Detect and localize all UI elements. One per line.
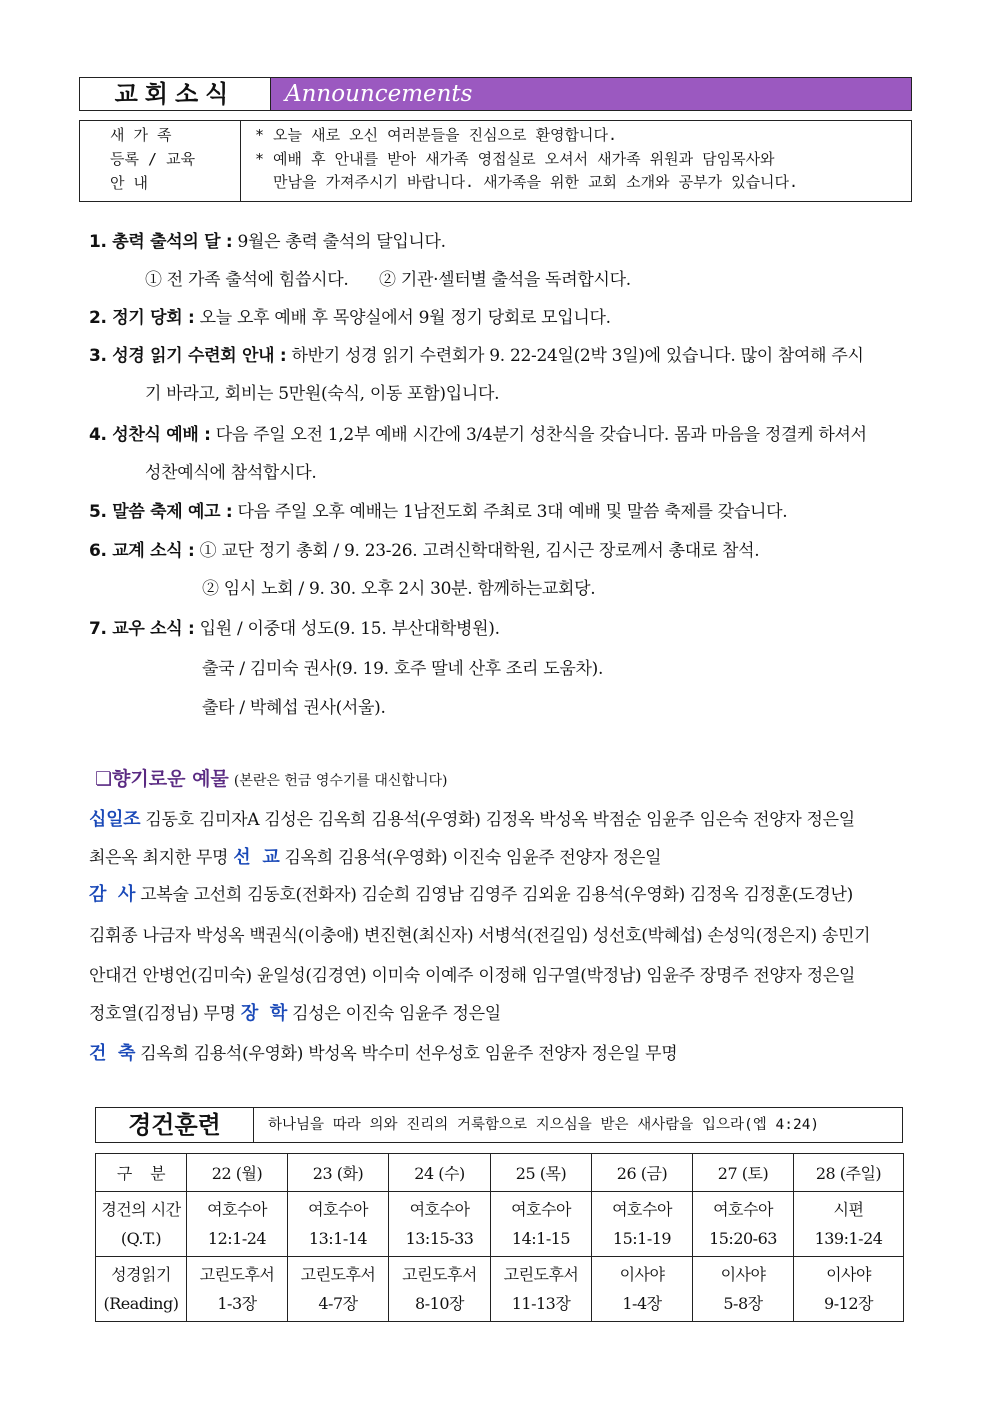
- offering-note: (본란은 헌금 영수기를 대신합니다): [233, 773, 448, 789]
- offering-names: 고복술 고선희 김동호(전화자) 김순희 김영남 김영주 김외윤 김용석(우영화) 김정옥 김정훈(도경난): [140, 885, 853, 905]
- cell-range: 15:20-63: [709, 1229, 777, 1248]
- row-label: 경건의 시간: [101, 1200, 181, 1219]
- cell-book: 이사야: [720, 1265, 766, 1284]
- offering-names: 김휘종 나금자 박성옥 백권식(이충애) 변진현(최신자) 서병석(전길임) 성선호(박혜섭) 손성익(정은지) 송민기: [89, 926, 871, 946]
- cell-range: 5-8장: [723, 1294, 763, 1313]
- announcement-text: 출국 / 김미숙 권사(9. 19. 호주 딸네 산후 조리 도움차).: [202, 659, 604, 679]
- offering-header: [95, 764, 448, 791]
- announcement-label: 5. 말씀 축제 예고 :: [89, 502, 233, 522]
- row-label-sub: (Reading): [103, 1294, 179, 1313]
- offering-line: [89, 921, 870, 946]
- offering-category: 선 교: [233, 847, 280, 868]
- newcomer-line: * 오늘 새로 오신 여러분들을 진심으로 환영합니다.: [255, 126, 618, 144]
- table-row: [96, 1192, 904, 1257]
- cell-book: 여호수아: [207, 1200, 267, 1219]
- offering-line: [89, 843, 661, 869]
- table-cell: [592, 1192, 693, 1257]
- announcement-text: ① 교단 정기 총회 / 9. 23-26. 고려신학대학원, 김시근 장로께서 총대로 참석.: [194, 541, 760, 561]
- announcement-text: 기 바라고, 회비는 5만원(숙식, 이동 포함)입니다.: [145, 384, 500, 404]
- table-cell: [389, 1192, 491, 1257]
- offering-names: 김옥희 김용석(우영화) 박성옥 박수미 선우성호 임윤주 전양자 정은일 무명: [140, 1044, 678, 1064]
- table-header-row: [96, 1154, 904, 1192]
- cell-book: 여호수아: [612, 1200, 672, 1219]
- announcement-text: ① 전 가족 출석에 힘씁시다. ② 기관·셀터별 출석을 독려합시다.: [145, 270, 631, 290]
- offering-names: 김성은 이진숙 임윤주 정은일: [292, 1004, 501, 1024]
- newcomer-label: 새 가 족: [110, 126, 172, 144]
- cell-book: 시편: [833, 1200, 864, 1219]
- offering-names: 김동호 김미자A 김성은 김옥희 김용석(우영화) 김정옥 박성옥 박점순 임윤주 임은숙 전양자 정은일: [145, 810, 855, 830]
- table-header-cell: 27 (토): [693, 1154, 794, 1192]
- announcement-text: 출타 / 박혜섭 권사(서울).: [202, 698, 386, 718]
- table-cell: [288, 1257, 389, 1322]
- cell-range: 1-3장: [217, 1294, 257, 1313]
- table-header-cell: 구 분: [96, 1154, 187, 1192]
- table-cell: [794, 1257, 904, 1322]
- newcomer-line: * 예배 후 안내를 받아 새가족 영접실로 오셔서 새가족 위원과 담임목사와: [255, 149, 775, 168]
- table-cell: [794, 1192, 904, 1257]
- row-label-sub: (Q.T.): [120, 1229, 162, 1248]
- offering-line: [89, 880, 853, 906]
- table-cell: [187, 1192, 288, 1257]
- cell-book: 여호수아: [409, 1200, 470, 1219]
- table-header-cell: 28 (주일): [794, 1154, 904, 1192]
- cell-range: 139:1-24: [814, 1229, 883, 1248]
- table-header-cell: 26 (금): [592, 1154, 693, 1192]
- offering-names: 김옥희 김용석(우영화) 이진숙 임윤주 전양자 정은일: [284, 848, 662, 868]
- header-title-ko: 교회소식: [80, 78, 270, 110]
- table-cell: [592, 1257, 693, 1322]
- announcement-label: 7. 교우 소식 :: [89, 619, 195, 639]
- announcement-label: 3. 성경 읽기 수련회 안내 :: [89, 346, 287, 366]
- cell-book: 고린도후서: [402, 1265, 477, 1284]
- cell-range: 4-7장: [318, 1294, 358, 1313]
- offering-line: [89, 1039, 677, 1065]
- offering-title: ❏향기로운 예물: [95, 768, 229, 790]
- cell-book: 이사야: [826, 1265, 871, 1284]
- table-header-cell: 25 (목): [491, 1154, 592, 1192]
- announcement-item: [89, 536, 759, 561]
- table-cell: [491, 1257, 592, 1322]
- cell-book: 고린도후서: [300, 1265, 376, 1284]
- cell-book: 고린도후서: [503, 1265, 579, 1284]
- cell-range: 9-12장: [824, 1294, 873, 1313]
- announcement-text: 다음 주일 오전 1,2부 예배 시간에 3/4분기 성찬식을 갖습니다. 몸과 마음을 정결케 하셔서: [210, 425, 867, 445]
- announcement-label: 2. 정기 당회 :: [89, 308, 195, 328]
- table-cell: [187, 1257, 288, 1322]
- cell-book: 이사야: [619, 1265, 665, 1284]
- cell-range: 13:15-33: [405, 1229, 474, 1248]
- announcement-text: 하반기 성경 읽기 수련회가 9. 22-24일(2박 3일)에 있습니다. 많이 참여해 주시: [286, 346, 864, 366]
- offering-category: 감 사: [89, 884, 136, 905]
- newcomer-line: 만남을 가져주시기 바랍니다. 새가족을 위한 교회 소개와 공부가 있습니다.: [255, 173, 799, 191]
- offering-category: 장 학: [240, 1003, 287, 1024]
- cell-book: 여호수아: [713, 1200, 773, 1219]
- newcomer-label: 등록 / 교육: [110, 150, 196, 168]
- announcement-item: [89, 341, 864, 366]
- offering-names: 최은옥 최지한 무명: [89, 848, 229, 868]
- cell-range: 13:1-14: [308, 1229, 368, 1248]
- cell-book: 여호수아: [308, 1200, 368, 1219]
- row-label-cell: [96, 1192, 187, 1257]
- training-title: 경건훈련: [96, 1108, 254, 1142]
- offering-line: [89, 999, 501, 1025]
- table-cell: [389, 1257, 491, 1322]
- announcement-item: [89, 420, 867, 445]
- cell-range: 8-10장: [415, 1294, 464, 1313]
- announcement-text: 입원 / 이중대 성도(9. 15. 부산대학병원).: [194, 619, 500, 639]
- cell-range: 14:1-15: [511, 1229, 571, 1248]
- cell-book: 고린도후서: [199, 1265, 275, 1284]
- table-header-cell: 24 (수): [389, 1154, 491, 1192]
- training-header: [95, 1107, 903, 1143]
- announcement-text: 다음 주일 오후 예배는 1남전도회 주최로 3대 예배 및 말씀 축제를 갖습니다.: [232, 502, 788, 522]
- newcomer-label: 안 내: [110, 174, 149, 192]
- header-title-en: Announcements: [270, 78, 911, 110]
- newcomer-box: [79, 120, 912, 202]
- table-header-cell: 23 (화): [288, 1154, 389, 1192]
- cell-range: 12:1-24: [207, 1229, 267, 1248]
- newcomer-text: [255, 124, 907, 195]
- table-header-cell: 22 (월): [187, 1154, 288, 1192]
- row-label: 성경읽기: [111, 1265, 171, 1284]
- announcement-text: ② 임시 노회 / 9. 30. 오후 2시 30분. 함께하는교회당.: [202, 579, 596, 599]
- training-table: [95, 1153, 904, 1322]
- offering-names: 안대건 안병언(김미숙) 윤일성(김경연) 이미숙 이예주 이정해 임구열(박정남) 임윤주 장명주 전양자 정은일: [89, 966, 856, 986]
- cell-book: 여호수아: [511, 1200, 571, 1219]
- cell-range: 11-13장: [511, 1294, 571, 1313]
- announcement-text: 오늘 오후 예배 후 목양실에서 9월 정기 당회로 모입니다.: [194, 308, 611, 328]
- announcement-label: 4. 성찬식 예배 :: [89, 425, 211, 445]
- table-row: [96, 1257, 904, 1322]
- announcement-text: 9월은 총력 출석의 달입니다.: [232, 232, 446, 252]
- row-label-cell: [96, 1257, 187, 1322]
- offering-line: [89, 961, 855, 986]
- offering-names: 정호열(김정님) 무명: [89, 1004, 236, 1024]
- table-cell: [491, 1192, 592, 1257]
- announcement-item: [89, 614, 500, 639]
- offering-category: 십일조: [89, 809, 141, 830]
- announcement-text: 성찬예식에 참석합시다.: [145, 463, 317, 483]
- offering-line: [89, 805, 855, 831]
- announcement-label: 6. 교계 소식 :: [89, 541, 195, 561]
- announcement-item: [89, 227, 446, 252]
- offering-category: 건 축: [89, 1043, 136, 1064]
- table-cell: [288, 1192, 389, 1257]
- announcements-header: [79, 77, 912, 111]
- announcement-item: [89, 303, 611, 328]
- cell-range: 1-4장: [622, 1294, 662, 1313]
- table-cell: [693, 1192, 794, 1257]
- announcement-item: [89, 497, 787, 522]
- training-verse: 하나님을 따라 의와 진리의 거룩함으로 지으심을 받은 새사람을 입으라(엡 4:24): [268, 1117, 820, 1133]
- table-cell: [693, 1257, 794, 1322]
- announcement-label: 1. 총력 출석의 달 :: [89, 232, 233, 252]
- newcomer-label-column: [80, 121, 241, 201]
- cell-range: 15:1-19: [612, 1229, 672, 1248]
